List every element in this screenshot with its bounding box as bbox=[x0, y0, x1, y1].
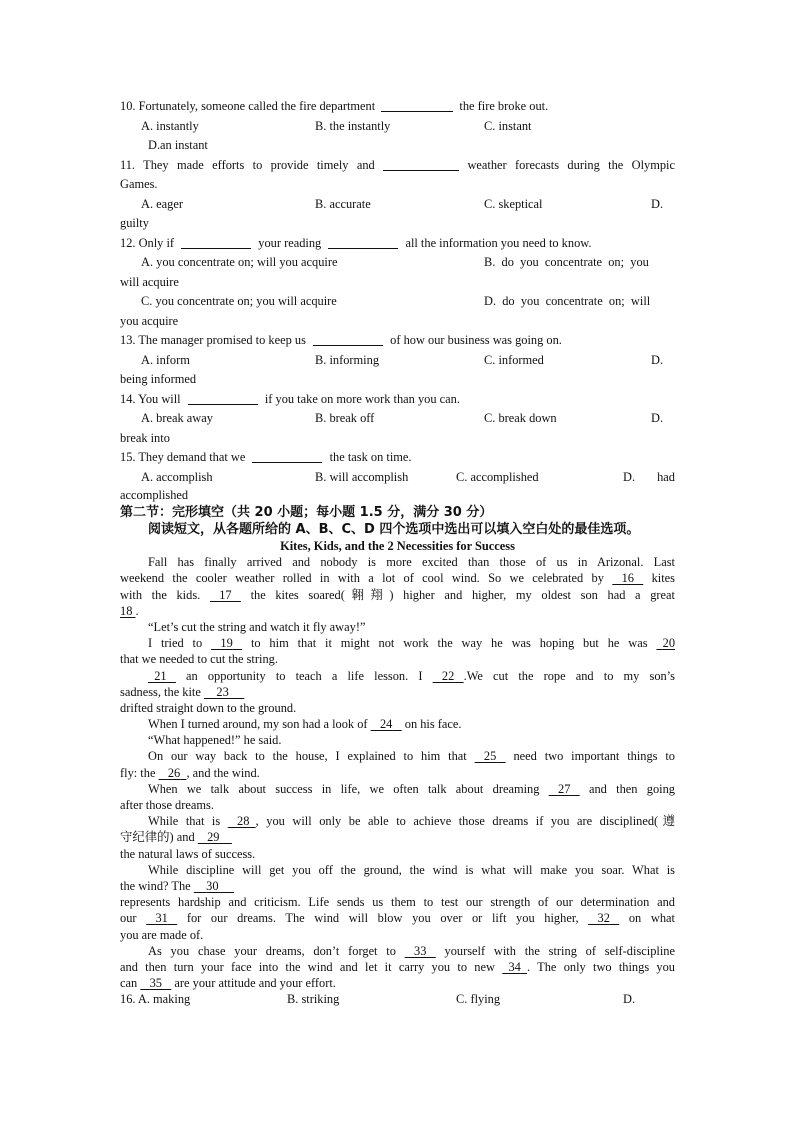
blank-28: 28 bbox=[237, 814, 250, 829]
question-15-options: A. accomplish B. will accomplish C. accomplished D. had bbox=[120, 468, 675, 488]
passage-line: can 35 are your attitude and your effort. bbox=[120, 976, 336, 991]
question-10-options bbox=[120, 117, 675, 137]
option-a: A. break away bbox=[141, 411, 213, 425]
passage-line: 守纪律的) and 29 bbox=[120, 829, 675, 845]
answer-blank bbox=[188, 391, 258, 405]
blank-24: 24 bbox=[379, 717, 393, 732]
blank-23: 23 bbox=[216, 684, 229, 699]
passage-line: you are made of. bbox=[120, 927, 204, 942]
option-d: D. do you concentrate on; will bbox=[484, 294, 651, 308]
passage-line: after those dreams. bbox=[120, 798, 214, 812]
blank-35: 35 bbox=[149, 976, 162, 991]
blank-18: 18 bbox=[120, 603, 133, 618]
option-a: A. instantly bbox=[141, 118, 199, 133]
option-b: B. informing bbox=[315, 352, 380, 367]
exam-page: 10. Fortunately, someone called the fire department the fire broke out. A. instantly B. the instantly C. instant D.an instant 11. They made efforts to provide timely and weather forecasts during the Olympic Games. A. eager B. accurate C. skeptical D. guilty 12. Only if your reading all the information you need to know. A. you concentrate on; will you acquire B. do you concentrate on; you will acquire C. you concentrate on; you will acquire D. do you concentrate on; will you acquire 13. The manager promised to keep us of how our business was going on. A. inform B. informing C. informed D. being informed 14. You will if you take on more work than you can. A. break away B. break off C. break down D. break into 15. They demand that we the task on time. A. accomplish B. will accomplish C. accomplished D. had accomplished 第二节：完形填空（共 20 小题；每小题 1.5 分，满分 30 分） 阅读短文，从各题所给的 A、B、C、D 四个选项中选出可以填入空白处的最佳选项。 Kites, Kids, and the 2 Necessities for Success Fall has finally arrived and nobody is more excited than those of us in Arizonal. Last weekend the cooler weather rolled in with a lot of cool wind. So we celebrated by 16 kites with the kids. 17 the kites soared(翱翔) higher and higher, my oldest son had a great 18 . “Let’s cut the string and watch it fly away!” I tried to 19 to him that it might not work the way he was hoping but he was 20 that we needed to cut the string. 21 an opportunity to teach a life lesson. I 22 .We cut the rope and to my son’s sadness, the kite 23 drifted straight down to the ground. When I turned around, my son had a look of 24 on his face. “What happened!” he said. On our way back to the house, I explained to him that 25 need two important things to fly: the 26 , and the wind. When we talk about success in life, we often talk about dreaming 27 and then going after those dreams. While that is 28 , you will only be able to achieve those dreams if you are disciplined(遵 守纪律的) and 29 the natural laws of success. While discipline will get you off the ground, the wind is what will make you soar. What is the wind? The 30 represents hardship and criticism. Life sends us them to test our strength of our determination and our 31 for our dreams. The wind will blow you over or lift you higher, 32 on what you are made of. As you chase your dreams, don’t forget to 33 yourself with the string of self-discipline and then turn your face into the wind and let it carry you to new 34 . The only two things you can 35 are your attitude and your effort. 16. A. making B. striking C. flying D. bbox=[120, 99, 676, 1007]
option-c: C. informed bbox=[484, 352, 544, 367]
option-b: B. will accomplish bbox=[315, 469, 409, 484]
passage-line: While discipline will get you off the ground, the wind is what will make you soar. What is bbox=[148, 862, 675, 877]
option-c: C. skeptical bbox=[484, 196, 543, 211]
option-d: D. bbox=[623, 992, 636, 1007]
passage-line: fly: the 26 , and the wind. bbox=[120, 765, 260, 780]
blank-34: 34 bbox=[508, 959, 521, 974]
blank-16: 16 bbox=[621, 571, 634, 586]
blank-27: 27 bbox=[558, 781, 571, 796]
passage-line: “Let’s cut the string and watch it fly away!” bbox=[148, 619, 366, 634]
blank-19: 19 bbox=[220, 636, 233, 651]
passage-line: “What happened!” he said. bbox=[148, 733, 282, 748]
blank-22: 22 bbox=[441, 668, 455, 683]
option-c: C. break down bbox=[484, 411, 557, 425]
passage-line: the natural laws of success. bbox=[120, 846, 256, 861]
passage-line: sadness, the kite 23 bbox=[120, 684, 675, 700]
option-b: B. the instantly bbox=[315, 118, 391, 133]
passage-line: I tried to 19 to him that it might not work the way he was hoping but he was 20 bbox=[148, 636, 676, 651]
option-b: B. do you concentrate on; you bbox=[484, 255, 649, 269]
option-d: D. bbox=[651, 352, 664, 367]
question-13-options bbox=[120, 351, 675, 371]
option-a: A. accomplish bbox=[141, 469, 213, 484]
passage-line: When I turned around, my son had a look of 24 on his face. bbox=[148, 717, 462, 732]
blank-31: 31 bbox=[155, 911, 168, 926]
blank-32: 32 bbox=[597, 911, 610, 926]
option-c: C. accomplished bbox=[456, 469, 539, 484]
passage-line: and then turn your face into the wind and let it carry you to new 34 . The only two things you bbox=[120, 959, 676, 974]
option-a: A. eager bbox=[141, 196, 183, 211]
option-d: D. bbox=[623, 469, 636, 484]
option-c: C. instant bbox=[484, 118, 532, 133]
passage-title: Kites, Kids, and the 2 Necessities for Success bbox=[280, 539, 515, 553]
option-b: B. accurate bbox=[315, 196, 371, 211]
cloze-section bbox=[120, 504, 675, 1007]
option-d: D.an instant bbox=[148, 138, 208, 152]
question-13-stem: 13. The manager promised to keep us of how our business was going on. bbox=[120, 333, 562, 347]
passage-line: represents hardship and criticism. Life sends us them to test our strength of our determination and bbox=[120, 895, 675, 910]
blank-17: 17 bbox=[219, 587, 232, 602]
option-c: C. you concentrate on; you will acquire bbox=[141, 294, 337, 308]
question-12-options-cd bbox=[120, 292, 675, 312]
question-10-stem: 10. Fortunately, someone called the fire department the fire broke out. bbox=[120, 99, 549, 113]
passage-line: As you chase your dreams, don’t forget to 33 yourself with the string of self-discipline bbox=[148, 943, 675, 958]
question-14-options bbox=[120, 409, 675, 429]
blank-33: 33 bbox=[414, 943, 427, 958]
blank-20: 20 bbox=[662, 636, 676, 651]
question-15-stem: 15. They demand that we the task on time. bbox=[120, 450, 412, 464]
option-d: D. bbox=[651, 196, 664, 211]
passage-line: weekend the cooler weather rolled in with a lot of cool wind. So we celebrated by 16 kites bbox=[120, 571, 675, 586]
passage-line: the wind? The 30 bbox=[120, 878, 675, 894]
passage-line: 21 an opportunity to teach a life lesson. I 22 .We cut the rope and to my son’s bbox=[120, 668, 675, 684]
question-12-options-ab bbox=[120, 253, 675, 273]
question-14-stem: 14. You will if you take on more work than you can. bbox=[120, 391, 460, 406]
option-b: B. break off bbox=[315, 411, 375, 425]
passage-line: While that is 28 , you will only be able to achieve those dreams if you are disciplined(遵 bbox=[148, 814, 675, 829]
blank-30: 30 bbox=[206, 878, 219, 893]
passage-line: our 31 for our dreams. The wind will blow you over or lift you higher, 32 on what bbox=[120, 911, 675, 926]
blank-25: 25 bbox=[483, 749, 497, 764]
passage-line: Fall has finally arrived and nobody is more excited than those of us in Arizonal. Last bbox=[148, 555, 675, 570]
question-12-stem: 12. Only if your reading all the information you need to know. bbox=[120, 235, 592, 250]
option-a: A. you concentrate on; will you acquire bbox=[141, 255, 338, 269]
passage-line: with the kids. 17 the kites soared(翱翔) higher and higher, my oldest son had a great bbox=[120, 587, 675, 602]
passage-line: drifted straight down to the ground. bbox=[120, 700, 297, 715]
section-heading: 第二节：完形填空（共 20 小题；每小题 1.5 分，满分 30 分） bbox=[120, 505, 493, 520]
question-11-stem: 11. They made efforts to provide timely and weather forecasts during the Olympic bbox=[120, 157, 675, 172]
passage-line: that we needed to cut the string. bbox=[120, 652, 278, 667]
option-a: 16. A. making bbox=[120, 992, 191, 1007]
passage-line: When we talk about success in life, we often talk about dreaming 27 and then going bbox=[148, 781, 675, 796]
answer-blank bbox=[252, 449, 322, 463]
passage-line: 18 . bbox=[120, 603, 139, 618]
option-c: C. flying bbox=[456, 992, 501, 1007]
answer-blank bbox=[181, 235, 251, 249]
blank-26: 26 bbox=[167, 765, 181, 780]
question-16-options bbox=[120, 991, 675, 1007]
blank-29: 29 bbox=[207, 830, 220, 845]
section-instruction: 阅读短文，从各题所给的 A、B、C、D 四个选项中选出可以填入空白处的最佳选项。 bbox=[148, 522, 640, 537]
blank-21: 21 bbox=[154, 668, 167, 683]
option-a: A. inform bbox=[141, 352, 190, 367]
answer-blank bbox=[383, 157, 459, 171]
question-11-options bbox=[120, 195, 675, 215]
passage-line: On our way back to the house, I explained to him that 25 need two important things to bbox=[148, 749, 675, 764]
answer-blank bbox=[328, 235, 398, 249]
option-d: D. bbox=[651, 411, 664, 425]
answer-blank bbox=[381, 98, 453, 112]
option-b: B. striking bbox=[287, 992, 340, 1007]
answer-blank bbox=[313, 332, 383, 346]
